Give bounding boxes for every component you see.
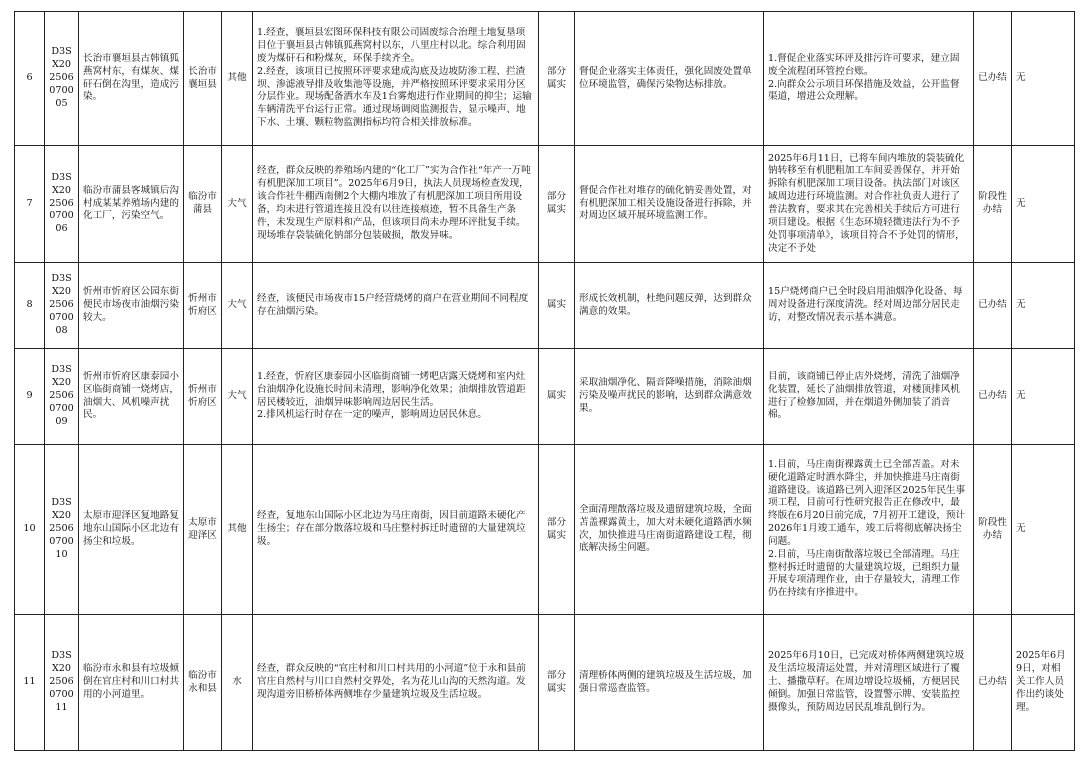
verification-verdict: 部分属实 (546, 65, 567, 90)
investigation-finding: 经查，该便民市场夜市15户经营烧烤的商户在营业期间不同程度存在油烟污染。 (257, 292, 529, 317)
complaint-description-cell (79, 615, 184, 751)
complaint-description: 临汾市蒲县客城镇后沟村成某某养殖场内建的化工厂，污染空气。 (83, 184, 179, 222)
complaint-description-cell (79, 146, 184, 263)
verification-verdict: 部分属实 (546, 191, 567, 215)
row-sequence-number: 9 (26, 390, 33, 402)
pollution-type-cell (222, 615, 253, 751)
row-sequence-number-cell (15, 146, 45, 263)
pollution-type-cell (222, 263, 253, 349)
pollution-type-cell (222, 146, 253, 263)
investigation-finding: 经查，群众反映的养殖场内建的“化工厂”实为合作社“年产一万吨有机肥深加工项目”。2025年6月9日，执法人员现场检查发现，该合作社牛棚西南侧2个大棚内堆放了有机肥深加工项目所用设备，均未进行管道连接且没有以往连接痕迹，暂不具备生产条件，未发现生产原料和产品，但该项目尚未办理环评批复手续。现场堆存袋装硫化钠部分包装破损，散发异味。 (257, 165, 531, 241)
investigation-finding: 1.经查，忻府区康泰园小区临街商铺一烤吧店露天烧烤和室内灶台油烟净化设施长时间未清理，影响净化效果；油烟排放管道距居民楼较近，油烟异味影响周边居民生活。 2.排风机运行时存在一定的噪声，影响周边居民休息。 (257, 370, 526, 421)
rectification-result-cell (764, 12, 974, 146)
pollution-type-cell (222, 12, 253, 146)
complaint-description-cell (79, 12, 184, 146)
administrative-area: 临汾市蒲县 (188, 191, 217, 215)
complaint-description: 临汾市永和县有垃圾倾倒在官庄村和川口村共用的小河道里。 (83, 663, 179, 700)
rectification-measure: 清理桥体两侧的建筑垃圾及生活垃圾，加强日常巡查监管。 (579, 669, 752, 694)
administrative-area: 临汾市永和县 (188, 669, 217, 694)
rectification-result: 2025年6月11日，已将车间内堆放的袋装硫化钠转移至有机肥粗加工车间妥善保存，并开始拆除有机肥深加工项目设备。执法部门对该区域周边进行环境监测。对合作社负责人进行了普法教育，要求其在完善相关手续后方可进行项目建设。根据《生态环境轻微违法行为不予处罚事项清单》，该项目符合不予处罚的情形，决定不予处 (768, 152, 965, 254)
investigation-finding-cell (253, 146, 539, 263)
rectification-result-cell (764, 263, 974, 349)
investigation-finding-cell (253, 445, 539, 615)
verification-verdict: 属实 (546, 390, 567, 402)
row-sequence-number-cell (15, 12, 45, 146)
complaint-description: 忻州市忻府区康泰园小区临街商铺一烧烤店，油烟大、风机噪声扰民。 (83, 370, 179, 421)
case-code: D3SX202506070008 (49, 273, 74, 336)
verification-verdict-cell (539, 263, 575, 349)
case-code-cell (45, 445, 79, 615)
row-sequence-number: 6 (26, 72, 33, 84)
completion-status: 阶段性办结 (978, 516, 1007, 541)
rectification-measure-cell (575, 12, 764, 146)
complaint-description-cell (79, 263, 184, 349)
complaint-description: 长治市襄垣县古韩镇狐燕窝村东，有煤灰、煤矸石倒在沟里，造成污染。 (83, 52, 179, 103)
row-sequence-number: 7 (26, 197, 33, 209)
verification-verdict-cell (539, 615, 575, 751)
administrative-area: 太原市迎泽区 (188, 516, 217, 541)
administrative-area-cell (184, 12, 222, 146)
administrative-area-cell (184, 146, 222, 263)
row-sequence-number: 8 (26, 299, 33, 311)
verification-verdict-cell (539, 12, 575, 146)
administrative-area: 忻州市忻府区 (188, 383, 217, 408)
verification-verdict-cell (539, 349, 575, 445)
rectification-result: 15户烧烤商户已全时段启用油烟净化设备、每周对设备进行深度清洗。经对周边部分居民走访，对整改情况表示基本满意。 (768, 286, 963, 323)
accountability-note-cell (1012, 349, 1075, 445)
case-code-cell (45, 146, 79, 263)
completion-status-cell (974, 445, 1012, 615)
administrative-area-cell (184, 263, 222, 349)
complaint-description: 忻州市忻府区公园东街便民市场夜市油烟污染较大。 (83, 286, 179, 323)
case-code: D3SX202506070011 (49, 650, 74, 713)
table-row (15, 615, 1075, 751)
completion-status-cell (974, 146, 1012, 263)
accountability-note: 2025年6月9日，对相关工作人员作出约谈处理。 (1016, 650, 1066, 713)
rectification-result: 1.督促企业落实环评及排污许可要求，建立固废全流程闭环管控台账。 2.向群众公示项目环保措施及效益，公开监督渠道，增进公众理解。 (768, 52, 960, 103)
investigation-finding-cell (253, 349, 539, 445)
rectification-measure: 采取油烟净化、隔音降噪措施，消除油烟污染及噪声扰民的影响，达到群众满意效果。 (579, 377, 752, 414)
verification-verdict: 部分属实 (546, 669, 567, 694)
verification-verdict: 部分属实 (546, 516, 567, 541)
pollution-type: 大气 (227, 197, 247, 209)
accountability-note-cell (1012, 445, 1075, 615)
accountability-note: 无 (1016, 197, 1026, 209)
table-row (15, 12, 1075, 146)
investigation-finding: 经查，群众反映的“官庄村和川口村共用的小河道”位于永和县前官庄自然村与川口自然村交界处，名为花儿山沟的天然沟道。发现沟道旁旧桥桥体两侧堆存少量建筑垃圾及生活垃圾。 (257, 663, 526, 700)
pollution-type: 水 (232, 676, 242, 688)
complaint-handling-table (14, 11, 1075, 751)
rectification-measure: 督促企业落实主体责任，强化固废处置单位环境监管，确保污染物达标排放。 (579, 65, 752, 90)
case-code: D3SX202506070009 (49, 364, 74, 427)
administrative-area: 长治市襄垣县 (188, 65, 217, 90)
completion-status: 已办结 (978, 72, 1007, 84)
accountability-note-cell (1012, 12, 1075, 146)
pollution-type: 其他 (227, 72, 247, 84)
completion-status: 已办结 (978, 676, 1007, 688)
rectification-measure-cell (575, 263, 764, 349)
administrative-area-cell (184, 615, 222, 751)
table-row (15, 263, 1075, 349)
accountability-note-cell (1012, 263, 1075, 349)
rectification-measure: 全面清理散落垃圾及遗留建筑垃圾，全面苫盖裸露黄土，加大对未硬化道路洒水频次，加快推进马庄南街道路建设工程，彻底解决扬尘问题。 (579, 503, 752, 554)
accountability-note: 无 (1016, 72, 1026, 84)
verification-verdict: 属实 (546, 299, 567, 311)
row-sequence-number-cell (15, 615, 45, 751)
table-row (15, 349, 1075, 445)
rectification-measure-cell (575, 146, 764, 263)
pollution-type: 其他 (227, 523, 247, 535)
table-row (15, 445, 1075, 615)
case-code-cell (45, 349, 79, 445)
case-code: D3SX202506070006 (49, 171, 74, 235)
complaint-description: 太原市迎泽区复地路复地东山国际小区北边有扬尘和垃圾。 (83, 510, 179, 547)
row-sequence-number: 10 (23, 523, 36, 535)
completion-status-cell (974, 349, 1012, 445)
case-code-cell (45, 263, 79, 349)
rectification-measure-cell (575, 615, 764, 751)
complaint-description-cell (79, 349, 184, 445)
investigation-finding-cell (253, 263, 539, 349)
rectification-result: 2025年6月10日，已完成对桥体两侧建筑垃圾及生活垃圾清运处置，并对清理区域进行了覆土、播撒草籽。在周边增设垃圾桶，方便居民倾倒。加强日常监管，设置警示牌、安装监控摄像头，预防周边居民乱堆乱倒行为。 (768, 650, 965, 713)
rectification-result-cell (764, 146, 974, 263)
case-code-cell (45, 615, 79, 751)
verification-verdict-cell (539, 146, 575, 263)
accountability-note: 无 (1016, 299, 1026, 311)
administrative-area: 忻州市忻府区 (188, 292, 217, 317)
rectification-result: 目前，该商铺已停止店外烧烤，清洗了油烟净化装置，延长了油烟排放管道，对楼顶排风机进行了检修加固，并在烟道外侧加装了消音棉。 (768, 370, 960, 421)
investigation-finding-cell (253, 12, 539, 146)
administrative-area-cell (184, 445, 222, 615)
rectification-result-cell (764, 445, 974, 615)
rectification-result: 1.目前，马庄南街裸露黄土已全部苫盖。对未硬化道路定时洒水降尘，并加快推进马庄南街道路建设。该道路已列入迎泽区2025年民生事项工程，目前可行性研究报告正在修改中，最终版在6月20日前完成，7月初开工建设，预计2026年1月竣工通车，竣工后将彻底解决扬尘问题。 2.目前，马庄南街散落垃圾已全部清理。马庄整村拆迁时遗留的大量建筑垃圾，已组织力量开展专项清理作业，由于存量较大，清理工作仍在持续有序推进中。 (768, 458, 966, 599)
pollution-type: 大气 (227, 390, 247, 402)
row-sequence-number-cell (15, 263, 45, 349)
completion-status: 已办结 (978, 390, 1007, 402)
completion-status: 阶段性办结 (978, 191, 1007, 215)
table-row (15, 146, 1075, 263)
pollution-type-cell (222, 445, 253, 615)
row-sequence-number-cell (15, 349, 45, 445)
verification-verdict-cell (539, 445, 575, 615)
rectification-result-cell (764, 615, 974, 751)
case-code: D3SX202506070005 (49, 46, 74, 109)
rectification-measure: 督促合作社对堆存的硫化钠妥善处置，对有机肥深加工相关设施设备进行拆除，并对周边区域开展环境监测工作。 (579, 184, 752, 222)
row-sequence-number: 11 (23, 676, 36, 688)
completion-status-cell (974, 263, 1012, 349)
accountability-note: 无 (1016, 390, 1026, 402)
rectification-measure-cell (575, 349, 764, 445)
completion-status-cell (974, 615, 1012, 751)
case-code-cell (45, 12, 79, 146)
case-code: D3SX202506070010 (49, 497, 74, 560)
administrative-area-cell (184, 349, 222, 445)
completion-status-cell (974, 12, 1012, 146)
pollution-type: 大气 (227, 299, 247, 311)
accountability-note-cell (1012, 615, 1075, 751)
investigation-finding: 1.经查，襄垣县宏图环保科技有限公司固废综合治理土地复垦项目位于襄垣县古韩镇狐燕窝村以东，八里庄村以北。综合利用固废为煤矸石和粉煤灰，环保手续齐全。 2.经查，该项目已按照环评要求建成沟底及边坡防渗工程、拦渣坝、渗滤液导排及收集池等设施，并严格按照环评要求采用分区分层作业。现场配备洒水车及1台雾炮进行作业期间的抑尘；运输车辆清洗平台运行正常。通过现场调阅监测报告，显示噪声、地下水、土壤、颗粒物监测指标均符合相关排放标准。 (257, 27, 532, 129)
accountability-note-cell (1012, 146, 1075, 263)
accountability-note: 无 (1016, 523, 1026, 535)
complaint-description-cell (79, 445, 184, 615)
row-sequence-number-cell (15, 445, 45, 615)
investigation-finding-cell (253, 615, 539, 751)
pollution-type-cell (222, 349, 253, 445)
rectification-measure: 形成长效机制，杜绝问题反弹，达到群众满意的效果。 (579, 292, 752, 317)
rectification-result-cell (764, 349, 974, 445)
table-body (15, 12, 1075, 751)
completion-status: 已办结 (978, 299, 1007, 311)
investigation-finding: 经查，复地东山国际小区北边为马庄南街，因目前道路未硬化产生扬尘；存在部分散落垃圾和马庄整村拆迁时遗留的大量建筑垃圾。 (257, 510, 526, 547)
rectification-measure-cell (575, 445, 764, 615)
